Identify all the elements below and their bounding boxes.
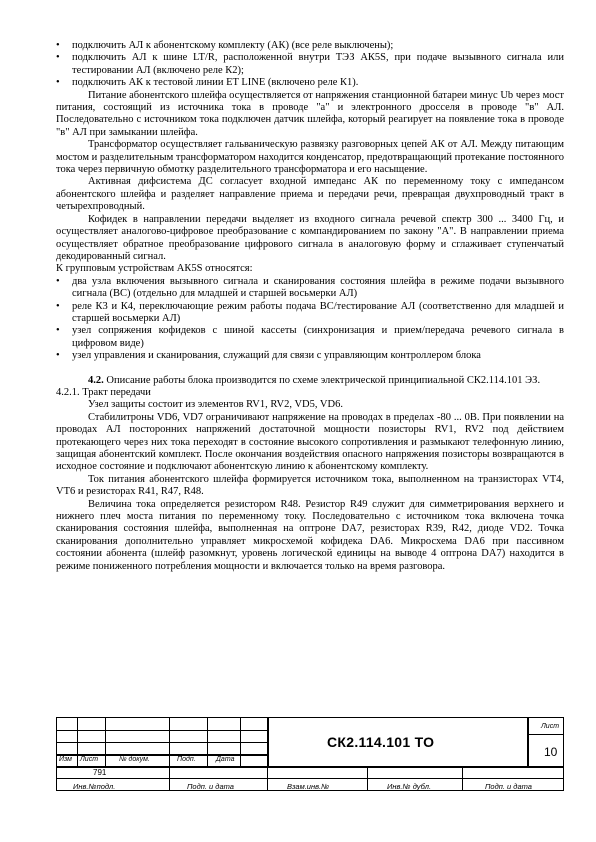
col-ndoc: № докум. — [119, 756, 150, 763]
col-data: Дата — [216, 756, 235, 763]
list-item: • узел управления и сканирования, служащий для связи с управляющим контроллером блока — [56, 350, 564, 362]
paragraph: Стабилитроны VD6, VD7 ограничивают напряжение на проводах в пределах -80 ... 0В. При появлении на проводах АЛ посторонних напряжений достаточной мощности позисторы RV1, RV2 под действием протекающего через них тока переходят в состояние высокого сопротивления и размыкают телефонную линию, защищая абонентский комплект. После окончания воздействия опасного напряжения позисторы возвращаются в исходное состояние и подключают абонентскую линию к абонентскому комплекту. — [56, 411, 564, 473]
paragraph: Кофидек в направлении передачи выделяет из входного сигнала речевой спектр 300 ... 3400 Гц, и осуществляет аналогово-цифровое преобразование с компандированием по закону "А". В направлении приема осуществляет обратное преобразование цифрового сигнала в аналоговую форму и сглаживает ступенчатый декодированный сигнал. — [56, 213, 564, 262]
col-list: Лист — [80, 756, 99, 763]
list-item: • два узла включения вызывного сигнала и сканирования состояния шлейфа в режиме подачи вызывного сигнала (ВС) (отдельно для младшей и старшей восьмерки АЛ) — [56, 276, 564, 301]
paragraph: Активная дифсистема ДС согласует входной импеданс АК по переменному току с импедансом абонентского шлейфа и разделяет направление приема и передачи речи, превращая двухпроводный тракт в четырехпроводный. — [56, 176, 564, 213]
sheet-number: 10 — [544, 745, 558, 759]
label-inv-dubl: Инв.№ дубл. — [387, 782, 432, 791]
paragraph: Величина тока определяется резистором R48. Резистор R49 служит для симметрирования верхнего и нижнего плеч моста питания по переменному току. Последовательно с источником тока включена точка сканирования состояния шлейфа, выполненная на оптроне DA7, резисторах R39, R42, диоде VD2. Точка сканирования дополнительно управляет микросхемой кофидека DA6. Микросхема DA6 при пассивном состоянии абонента (шлейф разомкнут, уровень логической единицы на выводе 4 оптрона DA7) находится в режиме пониженного потребления мощности и включается только на время разговора. — [56, 498, 564, 572]
label-podp-data-2: Подп. и дата — [485, 782, 532, 791]
sheet-label: Лист — [541, 723, 560, 730]
group-intro: К групповым устройствам АК5S относятся: — [56, 263, 253, 275]
list-item: • подключить АК к тестовой линии ET LINE (включено реле К1). — [56, 77, 564, 89]
document-number: СК2.114.101 ТО — [327, 734, 435, 750]
section-heading — [56, 375, 564, 387]
section-text: Описание работы блока производится по схеме электрической принципиальной СК2.114.101 ЭЗ. — [103, 374, 541, 386]
paragraph: Трансформатор осуществляет гальваническую развязку разговорных цепей АК от АЛ. Между питающим мостом и разделительным трансформатором находится конденсатор, предотвращающий протекание постоянного тока через первичную обмотку разделительного трансформатора и его насыщение. — [56, 139, 564, 176]
col-podp: Подп. — [177, 756, 196, 763]
subsection-title: 4.2.1. Тракт передачи — [56, 386, 151, 398]
section-number: 4.2. — [88, 374, 104, 386]
document-body — [56, 40, 564, 573]
paragraph: Питание абонентского шлейфа осуществляется от напряжения станционной батареи минус Ub через мост питания, состоящий из источника тока в проводе "а" и электронного дросселя в проводе "в" АЛ. Последовательно с источником тока подключен датчик шлейфа, который реагирует на появление тока в проводе "в" АЛ при замыкании шлейфа. — [56, 89, 564, 138]
list-item: • подключить АЛ к шине LT/R, расположенной внутри ТЭЗ АК5S, при подаче вызывного сигнала или тестировании АЛ (включено реле К2); — [56, 52, 564, 77]
paragraph: Узел защиты состоит из элементов RV1, RV2, VD5, VD6. — [88, 399, 343, 411]
list-item: • подключить АЛ к абонентскому комплекту (АК) (все реле выключены); — [56, 40, 564, 52]
label-podp-data: Подп. и дата — [187, 782, 234, 791]
label-vzam-inv: Взам.инв.№ — [287, 782, 330, 791]
col-izm: Изм — [59, 756, 72, 763]
title-block — [56, 717, 564, 791]
list-item: • реле К3 и К4, переключающие режим работы подача ВС/тестирование АЛ (соответственно для младшей и старшей восьмерки АЛ) — [56, 301, 564, 326]
label-inv-podl: Инв.№подл. — [73, 782, 116, 791]
paragraph: Ток питания абонентского шлейфа формируется источником тока, выполненном на транзисторах VT4, VT6 и резисторах R41, R47, R48. — [56, 473, 564, 498]
list-item: • узел сопряжения кофидеков с шиной кассеты (синхронизация и прием/передача речевого сигнала в цифровом виде) — [56, 325, 564, 350]
inventory-number: 791 — [93, 768, 107, 777]
